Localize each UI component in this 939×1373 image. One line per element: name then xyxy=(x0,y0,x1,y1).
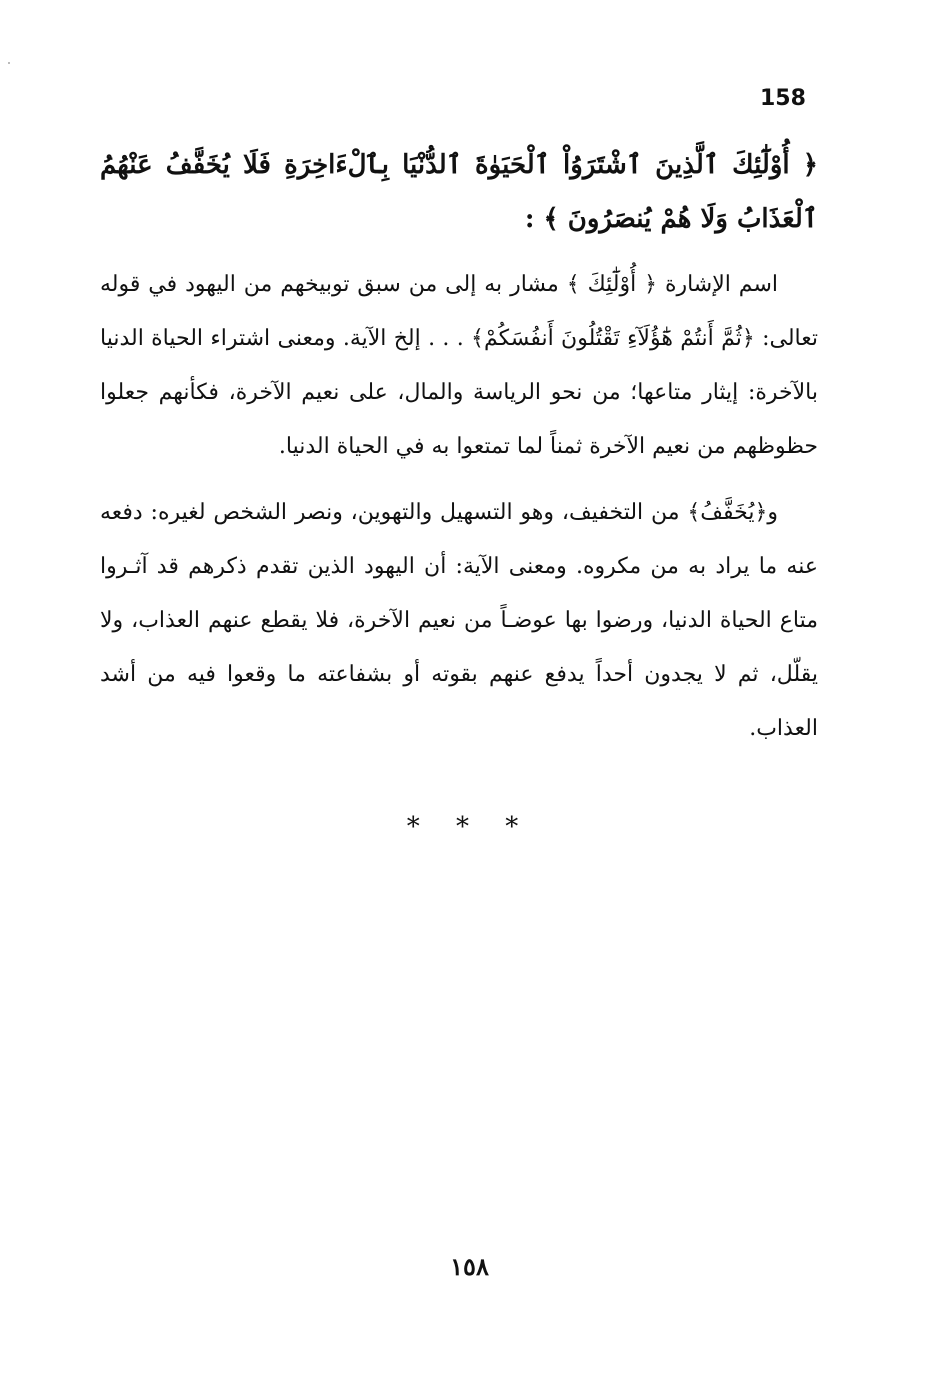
section-separator: * * * xyxy=(406,812,533,842)
paragraph-meaning: و﴿يُخَفَّفُ﴾ من التخفيف، وهو التسهيل والتهوين، ونصر الشخص لغيره: دفعه عنه ما يراد به من مكروه. ومعنى الآية: أن اليهود الذين تقدم ذكرهم قد آثـروا متاع الحياة الدنيا، ورضوا بها عوضـاً من نعيم الآخرة، فلا يقطع عنهم العذاب، ولا يقلّل، ثم لا يجدون أحداً يدفع عنهم بقوته أو بشفاعته ما وقعوا فيه من أشد العذاب. xyxy=(100,500,818,741)
paragraph-explanation: اسم الإشارة ﴿ أُوْلَٰٓئِكَ ﴾ مشار به إلى من سبق توبيخهم من اليهود في قوله تعالى: ﴿ثُمَّ أَنتُمْ هَٰٓؤُلَآءِ تَقْتُلُونَ أَنفُسَكُمْ﴾ . . . إلخ الآية. ومعنى اشتراء الحياة الدنيا بالآخرة: إيثار متاعها؛ من نحو الرياسة والمال، على نعيم الآخرة، فكأنهم جعلوا حظوظهم من نعيم الآخرة ثمناً لما تمتعوا به في الحياة الدنيا. xyxy=(100,272,818,459)
quranic-verse: ﴿ أُوْلَٰٓئِكَ ٱلَّذِينَ ٱشْتَرَوُاْ ٱلْحَيَوٰةَ ٱلدُّنْيَا بِٱلْءَاخِرَةِ فَلَا يُخَفَّفُ عَنْهُمُ ٱلْعَذَابُ وَلَا هُمْ يُنصَرُونَ ﴾ : xyxy=(100,150,818,234)
margin-mark xyxy=(8,62,10,64)
page-number-bottom: ١٥٨ xyxy=(450,1252,489,1281)
page-number-top: 158 xyxy=(760,86,806,111)
page-body xyxy=(100,138,818,768)
